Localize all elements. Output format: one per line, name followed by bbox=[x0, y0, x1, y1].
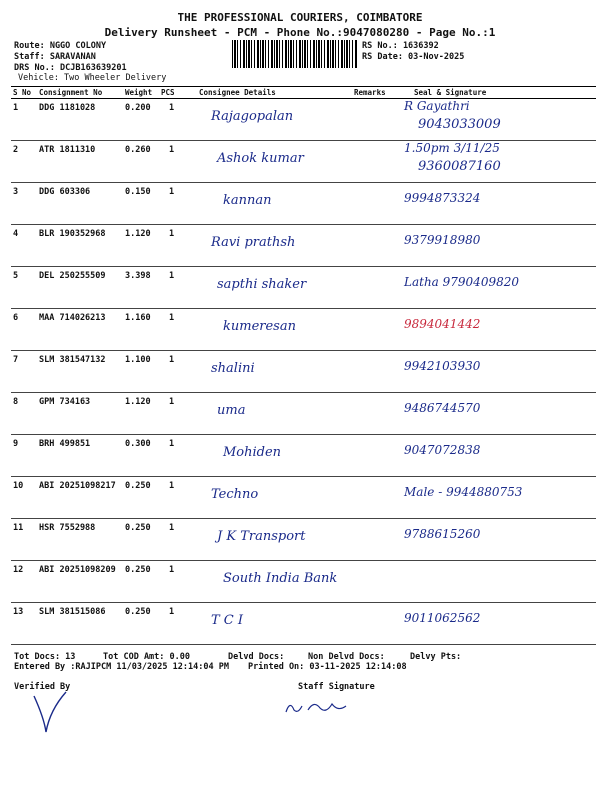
drs-label: DRS No.: DCJB163639201 bbox=[14, 63, 127, 73]
consignment-no: DEL 250255509 bbox=[37, 267, 123, 309]
weight: 1.100 bbox=[123, 351, 159, 393]
consignee-details bbox=[197, 477, 352, 519]
signature-text: 1.50pm 3/11/25 bbox=[404, 141, 500, 155]
remarks bbox=[352, 477, 390, 519]
non-delivered-docs: Non Delvd Docs: bbox=[308, 652, 385, 662]
remarks bbox=[352, 603, 390, 645]
weight: 0.250 bbox=[123, 519, 159, 561]
signature-text: R Gayathri bbox=[404, 99, 470, 113]
signature-text: 9379918980 bbox=[404, 233, 481, 247]
table-row bbox=[11, 435, 596, 477]
consignee-details bbox=[197, 99, 352, 141]
seal-signature bbox=[390, 141, 596, 183]
weight: 0.200 bbox=[123, 99, 159, 141]
pieces: 1 bbox=[159, 519, 197, 561]
remarks bbox=[352, 309, 390, 351]
table-row bbox=[11, 561, 596, 603]
weight: 1.120 bbox=[123, 225, 159, 267]
weight: 0.250 bbox=[123, 477, 159, 519]
consignee-name: kumeresan bbox=[223, 319, 296, 334]
pieces: 1 bbox=[159, 603, 197, 645]
table-header bbox=[11, 87, 596, 99]
vehicle-label: Vehicle: Two Wheeler Delivery bbox=[18, 73, 167, 83]
consignee-details bbox=[197, 267, 352, 309]
consignee-name: Mohiden bbox=[223, 445, 282, 460]
pieces: 1 bbox=[159, 351, 197, 393]
pieces: 1 bbox=[159, 393, 197, 435]
signature-phone: 9360087160 bbox=[418, 159, 501, 174]
consignment-no: BRH 499851 bbox=[37, 435, 123, 477]
consignee-details bbox=[197, 393, 352, 435]
consignee-details bbox=[197, 603, 352, 645]
remarks bbox=[352, 393, 390, 435]
table-row bbox=[11, 183, 596, 225]
row-sno: 13 bbox=[11, 603, 37, 645]
remarks bbox=[352, 351, 390, 393]
rs-date: RS Date: 03-Nov-2025 bbox=[362, 52, 465, 62]
runsheet-table bbox=[11, 86, 596, 645]
seal-signature bbox=[390, 351, 596, 393]
row-sno: 7 bbox=[11, 351, 37, 393]
consignee-name: uma bbox=[217, 403, 246, 418]
consignment-no: ABI 20251098209 bbox=[37, 561, 123, 603]
pieces: 1 bbox=[159, 309, 197, 351]
weight: 1.120 bbox=[123, 393, 159, 435]
consignee-name: T C I bbox=[211, 613, 244, 628]
seal-signature bbox=[390, 561, 596, 603]
remarks bbox=[352, 561, 390, 603]
remarks bbox=[352, 225, 390, 267]
table-row bbox=[11, 309, 596, 351]
printed-on: Printed On: 03-11-2025 12:14:08 bbox=[248, 662, 407, 672]
route-label: Route: NGGO COLONY bbox=[14, 41, 107, 51]
table-row bbox=[11, 477, 596, 519]
row-sno: 1 bbox=[11, 99, 37, 141]
pieces: 1 bbox=[159, 435, 197, 477]
col-signature: Seal & Signature bbox=[390, 87, 596, 99]
runsheet-subtitle: Delivery Runsheet - PCM - Phone No.:9047080280 - Page No.:1 bbox=[104, 26, 496, 39]
signature-text: 9994873324 bbox=[404, 191, 481, 205]
remarks bbox=[352, 435, 390, 477]
remarks bbox=[352, 141, 390, 183]
consignment-no: GPM 734163 bbox=[37, 393, 123, 435]
consignment-no: DDG 1181028 bbox=[37, 99, 123, 141]
pieces: 1 bbox=[159, 141, 197, 183]
seal-signature bbox=[390, 225, 596, 267]
col-consignee: Consignee Details bbox=[197, 87, 352, 99]
pieces: 1 bbox=[159, 225, 197, 267]
consignee-name: sapthi shaker bbox=[217, 277, 307, 292]
row-sno: 2 bbox=[11, 141, 37, 183]
table-row bbox=[11, 99, 596, 141]
seal-signature bbox=[390, 183, 596, 225]
consignment-no: MAA 714026213 bbox=[37, 309, 123, 351]
pieces: 1 bbox=[159, 477, 197, 519]
col-weight: Weight bbox=[123, 87, 159, 99]
seal-signature bbox=[390, 99, 596, 141]
pieces: 1 bbox=[159, 561, 197, 603]
rs-number: RS No.: 1636392 bbox=[362, 41, 439, 51]
consignee-name: Ravi prathsh bbox=[211, 235, 296, 250]
entered-by: Entered By :RAJIPCM 11/03/2025 12:14:04 PM bbox=[14, 662, 229, 672]
col-remarks: Remarks bbox=[352, 87, 390, 99]
signature-text: 9486744570 bbox=[404, 401, 481, 415]
verified-by-label: Verified By bbox=[14, 682, 71, 692]
signature-text: Latha 9790409820 bbox=[404, 275, 519, 289]
remarks bbox=[352, 267, 390, 309]
row-sno: 4 bbox=[11, 225, 37, 267]
consignee-details bbox=[197, 309, 352, 351]
weight: 0.250 bbox=[123, 561, 159, 603]
consignment-no: BLR 190352968 bbox=[37, 225, 123, 267]
total-cod: Tot COD Amt: 0.00 bbox=[103, 652, 190, 662]
consignment-no: DDG 603306 bbox=[37, 183, 123, 225]
consignment-no: HSR 7552988 bbox=[37, 519, 123, 561]
weight: 0.150 bbox=[123, 183, 159, 225]
consignee-details bbox=[197, 141, 352, 183]
weight: 0.300 bbox=[123, 435, 159, 477]
signature-text: Male - 9944880753 bbox=[404, 485, 523, 499]
row-sno: 10 bbox=[11, 477, 37, 519]
remarks bbox=[352, 183, 390, 225]
table-row bbox=[11, 141, 596, 183]
signature-text: 9011062562 bbox=[404, 611, 481, 625]
staff-signature bbox=[282, 696, 352, 718]
weight: 3.398 bbox=[123, 267, 159, 309]
delivery-points: Delvy Pts: bbox=[410, 652, 462, 662]
consignee-name: Ashok kumar bbox=[217, 151, 304, 166]
signature-text: 9788615260 bbox=[404, 527, 481, 541]
consignee-name: Techno bbox=[211, 487, 259, 502]
row-sno: 12 bbox=[11, 561, 37, 603]
signature-text: 9047072838 bbox=[404, 443, 481, 457]
consignment-no: SLM 381515086 bbox=[37, 603, 123, 645]
consignee-name: shalini bbox=[211, 361, 255, 376]
consignee-details bbox=[197, 519, 352, 561]
consignee-name: J K Transport bbox=[217, 529, 306, 544]
col-consignment: Consignment No bbox=[37, 87, 123, 99]
staff-label: Staff: SARAVANAN bbox=[14, 52, 96, 62]
company-title: THE PROFESSIONAL COURIERS, COIMBATORE bbox=[177, 11, 423, 24]
table-row bbox=[11, 393, 596, 435]
weight: 0.260 bbox=[123, 141, 159, 183]
consignee-name: South India Bank bbox=[223, 571, 338, 586]
staff-signature-label: Staff Signature bbox=[298, 682, 375, 692]
consignee-details bbox=[197, 183, 352, 225]
row-sno: 8 bbox=[11, 393, 37, 435]
consignee-details bbox=[197, 351, 352, 393]
row-sno: 9 bbox=[11, 435, 37, 477]
col-pcs: PCS bbox=[159, 87, 197, 99]
row-sno: 5 bbox=[11, 267, 37, 309]
weight: 1.160 bbox=[123, 309, 159, 351]
seal-signature bbox=[390, 267, 596, 309]
pieces: 1 bbox=[159, 99, 197, 141]
seal-signature bbox=[390, 477, 596, 519]
table-row bbox=[11, 351, 596, 393]
signature-text: 9942103930 bbox=[404, 359, 481, 373]
delivered-docs: Delvd Docs: bbox=[228, 652, 285, 662]
consignee-name: Rajagopalan bbox=[211, 109, 294, 124]
pieces: 1 bbox=[159, 183, 197, 225]
consignment-no: ATR 1811310 bbox=[37, 141, 123, 183]
barcode bbox=[232, 40, 358, 68]
weight: 0.250 bbox=[123, 603, 159, 645]
table-row bbox=[11, 519, 596, 561]
seal-signature bbox=[390, 603, 596, 645]
remarks bbox=[352, 99, 390, 141]
table-row bbox=[11, 267, 596, 309]
total-docs: Tot Docs: 13 bbox=[14, 652, 76, 662]
consignee-name: kannan bbox=[223, 193, 272, 208]
signature-phone: 9043033009 bbox=[418, 117, 501, 132]
consignment-no: ABI 20251098217 bbox=[37, 477, 123, 519]
row-sno: 6 bbox=[11, 309, 37, 351]
pieces: 1 bbox=[159, 267, 197, 309]
table-row bbox=[11, 603, 596, 645]
row-sno: 11 bbox=[11, 519, 37, 561]
consignee-details bbox=[197, 435, 352, 477]
verifier-signature bbox=[30, 688, 70, 736]
consignment-no: SLM 381547132 bbox=[37, 351, 123, 393]
seal-signature bbox=[390, 519, 596, 561]
col-sno: S No bbox=[11, 87, 37, 99]
seal-signature bbox=[390, 309, 596, 351]
table-row bbox=[11, 225, 596, 267]
seal-signature bbox=[390, 435, 596, 477]
remarks bbox=[352, 519, 390, 561]
consignee-details bbox=[197, 225, 352, 267]
signature-text: 9894041442 bbox=[404, 317, 481, 331]
seal-signature bbox=[390, 393, 596, 435]
consignee-details bbox=[197, 561, 352, 603]
row-sno: 3 bbox=[11, 183, 37, 225]
